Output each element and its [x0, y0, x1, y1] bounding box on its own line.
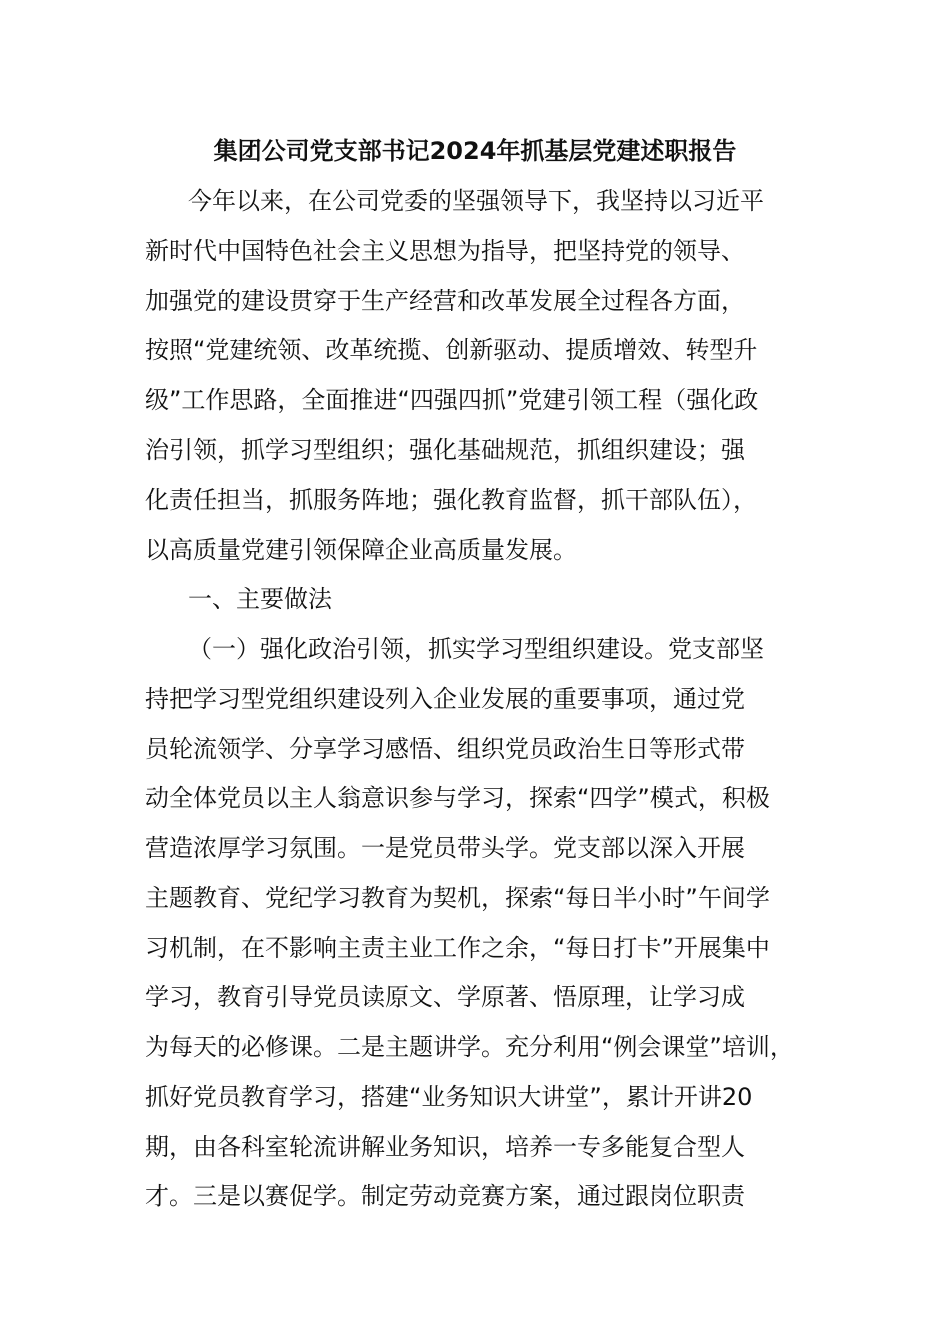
paragraph-line: 按照“党建统领、改革统揽、创新驱动、提质增效、转型升: [145, 336, 758, 364]
paragraph-line: 动全体党员以主人翁意识参与学习，探索“四学”模式，积极: [145, 784, 770, 812]
paragraph-line: 主题教育、党纪学习教育为契机，探索“每日半小时”午间学: [145, 884, 770, 912]
paragraph-line: （一）强化政治引领，抓实学习型组织建设。党支部坚: [188, 635, 764, 663]
paragraph-line: 化责任担当，抓服务阵地；强化教育监督，抓干部队伍），: [145, 486, 757, 514]
paragraph-line: 习机制，在不影响主责主业工作之余，“每日打卡”开展集中: [145, 934, 770, 962]
paragraph-line: 以高质量党建引领保障企业高质量发展。: [145, 536, 577, 564]
paragraph-line: 加强党的建设贯穿于生产经营和改革发展全过程各方面，: [145, 287, 745, 315]
paragraph-line: 抓好党员教育学习，搭建“业务知识大讲堂”，累计开讲20: [145, 1083, 753, 1111]
paragraph-line: 期，由各科室轮流讲解业务知识，培养一专多能复合型人: [145, 1133, 745, 1161]
paragraph-line: 为每天的必修课。二是主题讲学。充分利用“例会课堂”培训，: [145, 1033, 794, 1061]
paragraph-line: 营造浓厚学习氛围。一是党员带头学。党支部以深入开展: [145, 834, 745, 862]
paragraph-line: 治引领，抓学习型组织；强化基础规范，抓组织建设；强: [145, 436, 745, 464]
paragraph-line: 今年以来，在公司党委的坚强领导下，我坚持以习近平: [188, 187, 764, 215]
paragraph-line: 持把学习型党组织建设列入企业发展的重要事项，通过党: [145, 685, 745, 713]
document-title: 集团公司党支部书记2024年抓基层党建述职报告: [213, 137, 737, 165]
section-heading: 一、主要做法: [188, 585, 332, 613]
paragraph-line: 员轮流领学、分享学习感悟、组织党员政治生日等形式带: [145, 735, 745, 763]
paragraph-line: 才。三是以赛促学。制定劳动竞赛方案，通过跟岗位职责: [145, 1182, 745, 1210]
paragraph-line: 级”工作思路，全面推进“四强四抓”党建引领工程（强化政: [145, 386, 759, 414]
paragraph-line: 学习，教育引导党员读原文、学原著、悟原理，让学习成: [145, 983, 745, 1011]
paragraph-line: 新时代中国特色社会主义思想为指导，把坚持党的领导、: [145, 237, 745, 265]
